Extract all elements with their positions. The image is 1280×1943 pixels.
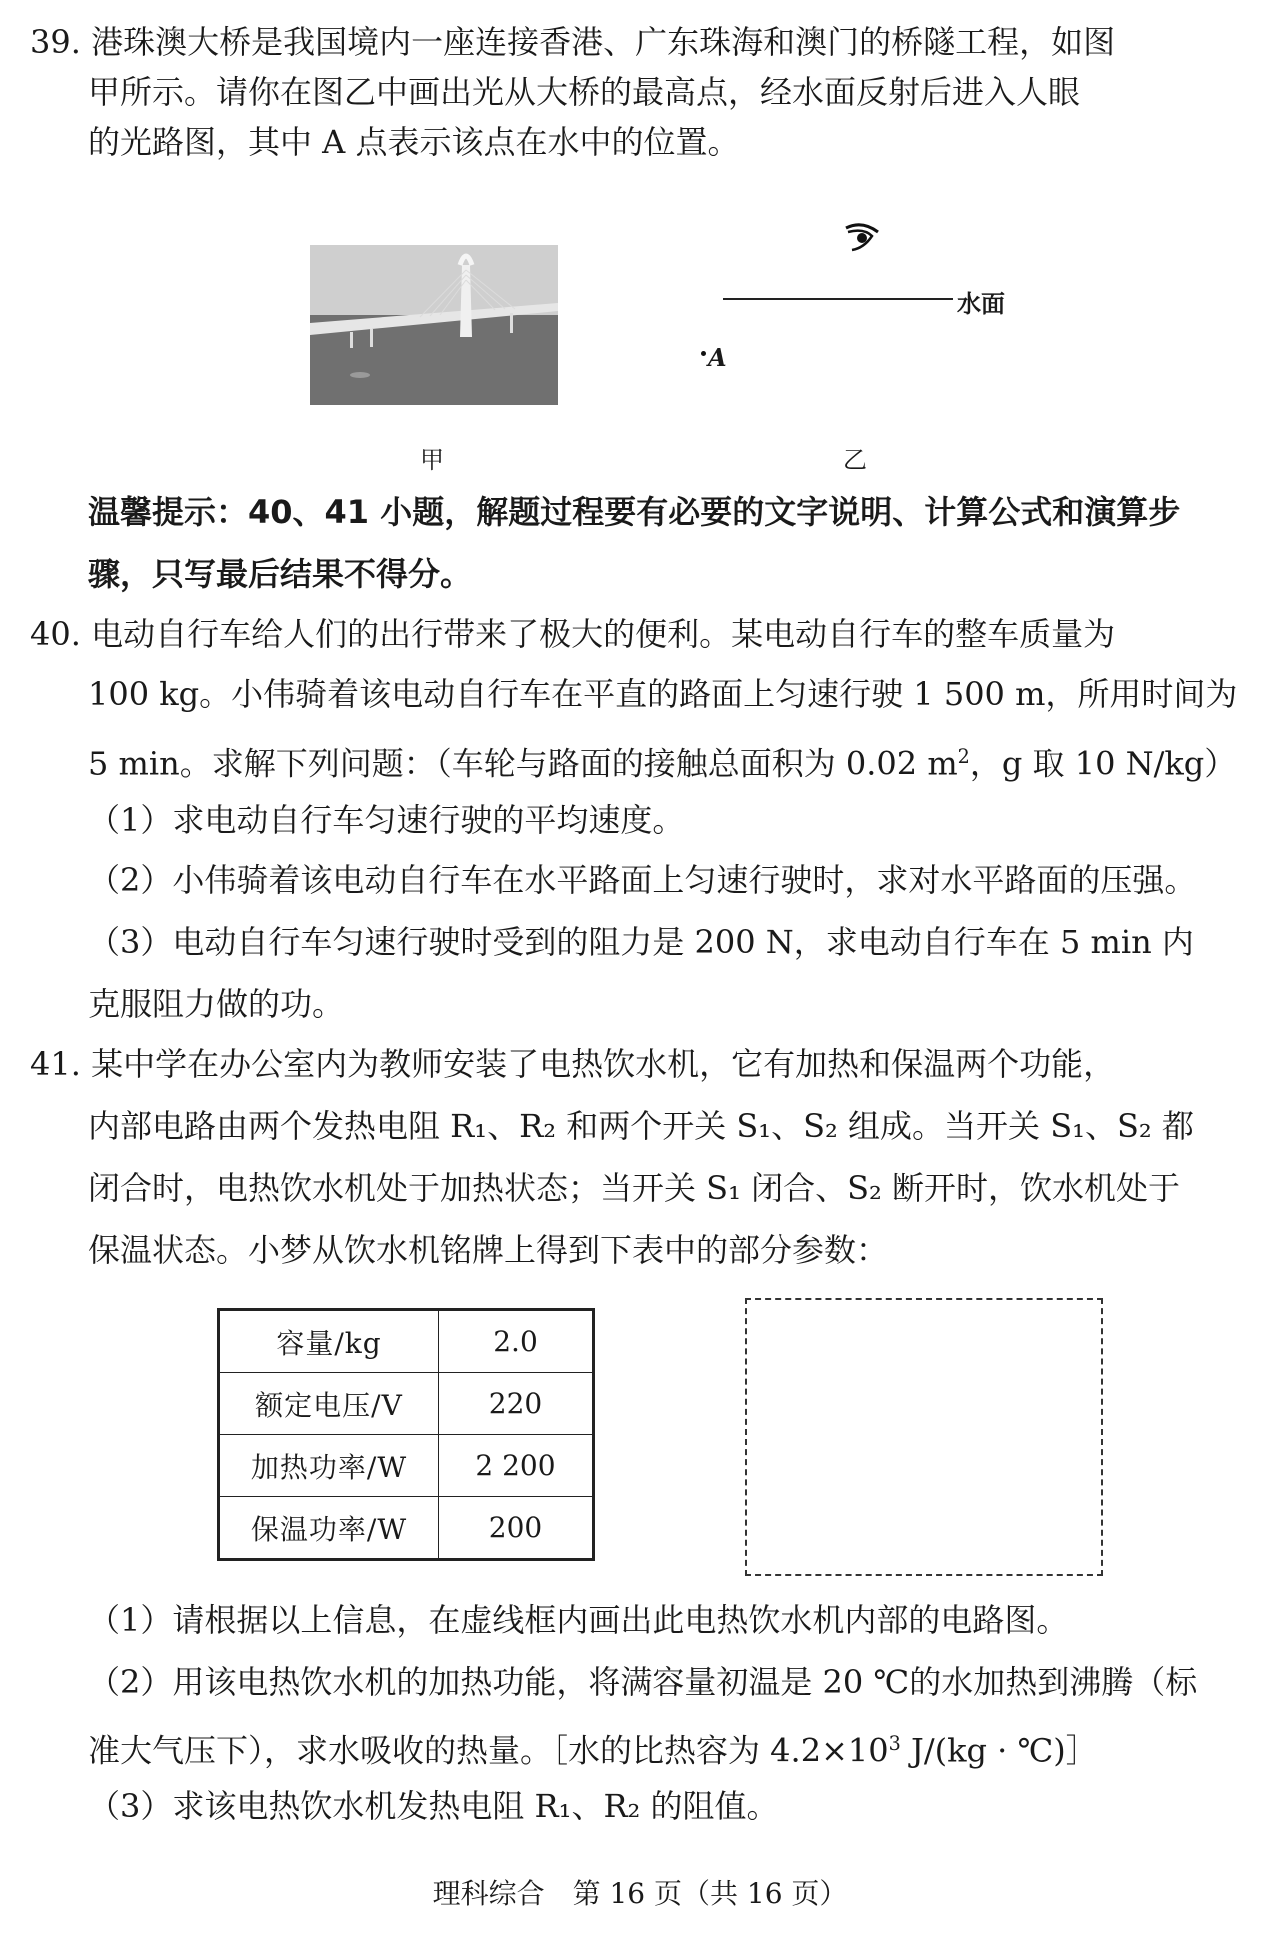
q40-part-3-line-1: （3）电动自行车匀速行驶时受到的阻力是 200 N，求电动自行车在 5 min 内 xyxy=(88,923,1194,961)
q40-part-2: （2）小伟骑着该电动自行车在水平路面上匀速行驶时，求对水平路面的压强。 xyxy=(88,861,1197,899)
q40-part-3-line-2: 克服阻力做的功。 xyxy=(88,985,345,1023)
param-name: 保温功率/W xyxy=(219,1497,439,1560)
caption-jia: 甲 xyxy=(420,446,444,474)
q41-part-3: （3）求该电热饮水机发热电阻 R₁、R₂ 的阻值。 xyxy=(88,1787,779,1825)
q41-part-2-line-1: （2）用该电热饮水机的加热功能，将满容量初温是 20 ℃的水加热到沸腾（标 xyxy=(88,1663,1198,1701)
water-surface-label: 水面 xyxy=(957,290,1005,318)
table-row xyxy=(219,1373,594,1435)
q39-line-2: 甲所示。请你在图乙中画出光从大桥的最高点，经水面反射后进入人眼 xyxy=(88,73,1081,111)
parameter-table xyxy=(217,1308,595,1561)
tip-line-1: 温馨提示：40、41 小题，解题过程要有必要的文字说明、计算公式和演算步 xyxy=(88,493,1181,531)
q41-part-2-line-2: 准大气压下），求水吸收的热量。［水的比热容为 $4.2\times 10^3$ J/(kg · ℃)］ xyxy=(88,1731,1098,1770)
param-value: 200 xyxy=(439,1497,594,1560)
q40-line-3: 5 min。求解下列问题：（车轮与路面的接触总面积为 0.02 $m^2$，g 取 10 N/kg） xyxy=(88,744,1237,783)
caption-yi: 乙 xyxy=(843,446,867,474)
table-row xyxy=(219,1497,594,1560)
point-a-label: A xyxy=(708,343,727,372)
param-value: 220 xyxy=(439,1373,594,1435)
point-a-dot xyxy=(701,351,706,356)
table-row xyxy=(219,1435,594,1497)
q41-line-4: 保温状态。小梦从饮水机铭牌上得到下表中的部分参数： xyxy=(88,1231,889,1269)
page-footer: 理科综合 第 16 页（共 16 页） xyxy=(432,1877,848,1910)
q41-line-1: 41. 某中学在办公室内为教师安装了电热饮水机，它有加热和保温两个功能， xyxy=(30,1045,1116,1083)
bridge-photo xyxy=(310,245,558,405)
q40-line-1: 40. 电动自行车给人们的出行带来了极大的便利。某电动自行车的整车质量为 xyxy=(30,615,1116,653)
q39-line-1: 39. 港珠澳大桥是我国境内一座连接香港、广东珠海和澳门的桥隧工程，如图 xyxy=(30,23,1116,61)
q40-part-1: （1）求电动自行车匀速行驶的平均速度。 xyxy=(88,801,685,839)
param-name: 容量/kg xyxy=(219,1310,439,1373)
q41-part-1: （1）请根据以上信息，在虚线框内画出此电热饮水机内部的电路图。 xyxy=(88,1601,1069,1639)
table-row xyxy=(219,1310,594,1373)
param-name: 加热功率/W xyxy=(219,1435,439,1497)
circuit-drawing-box[interactable] xyxy=(745,1298,1103,1576)
param-name: 额定电压/V xyxy=(219,1373,439,1435)
q40-line-2: 100 kg。小伟骑着该电动自行车在平直的路面上匀速行驶 1 500 m，所用时间为 xyxy=(88,675,1238,713)
water-surface-line xyxy=(723,298,953,300)
q41-line-3: 闭合时，电热饮水机处于加热状态；当开关 S₁ 闭合、S₂ 断开时，饮水机处于 xyxy=(88,1169,1181,1207)
param-value: 2.0 xyxy=(439,1310,594,1373)
q41-line-2: 内部电路由两个发热电阻 R₁、R₂ 和两个开关 S₁、S₂ 组成。当开关 S₁、S₂ 都 xyxy=(88,1107,1194,1145)
eye-icon xyxy=(842,222,882,262)
q39-line-3: 的光路图，其中 A 点表示该点在水中的位置。 xyxy=(88,123,740,161)
param-value: 2 200 xyxy=(439,1435,594,1497)
tip-line-2: 骤，只写最后结果不得分。 xyxy=(88,555,473,593)
